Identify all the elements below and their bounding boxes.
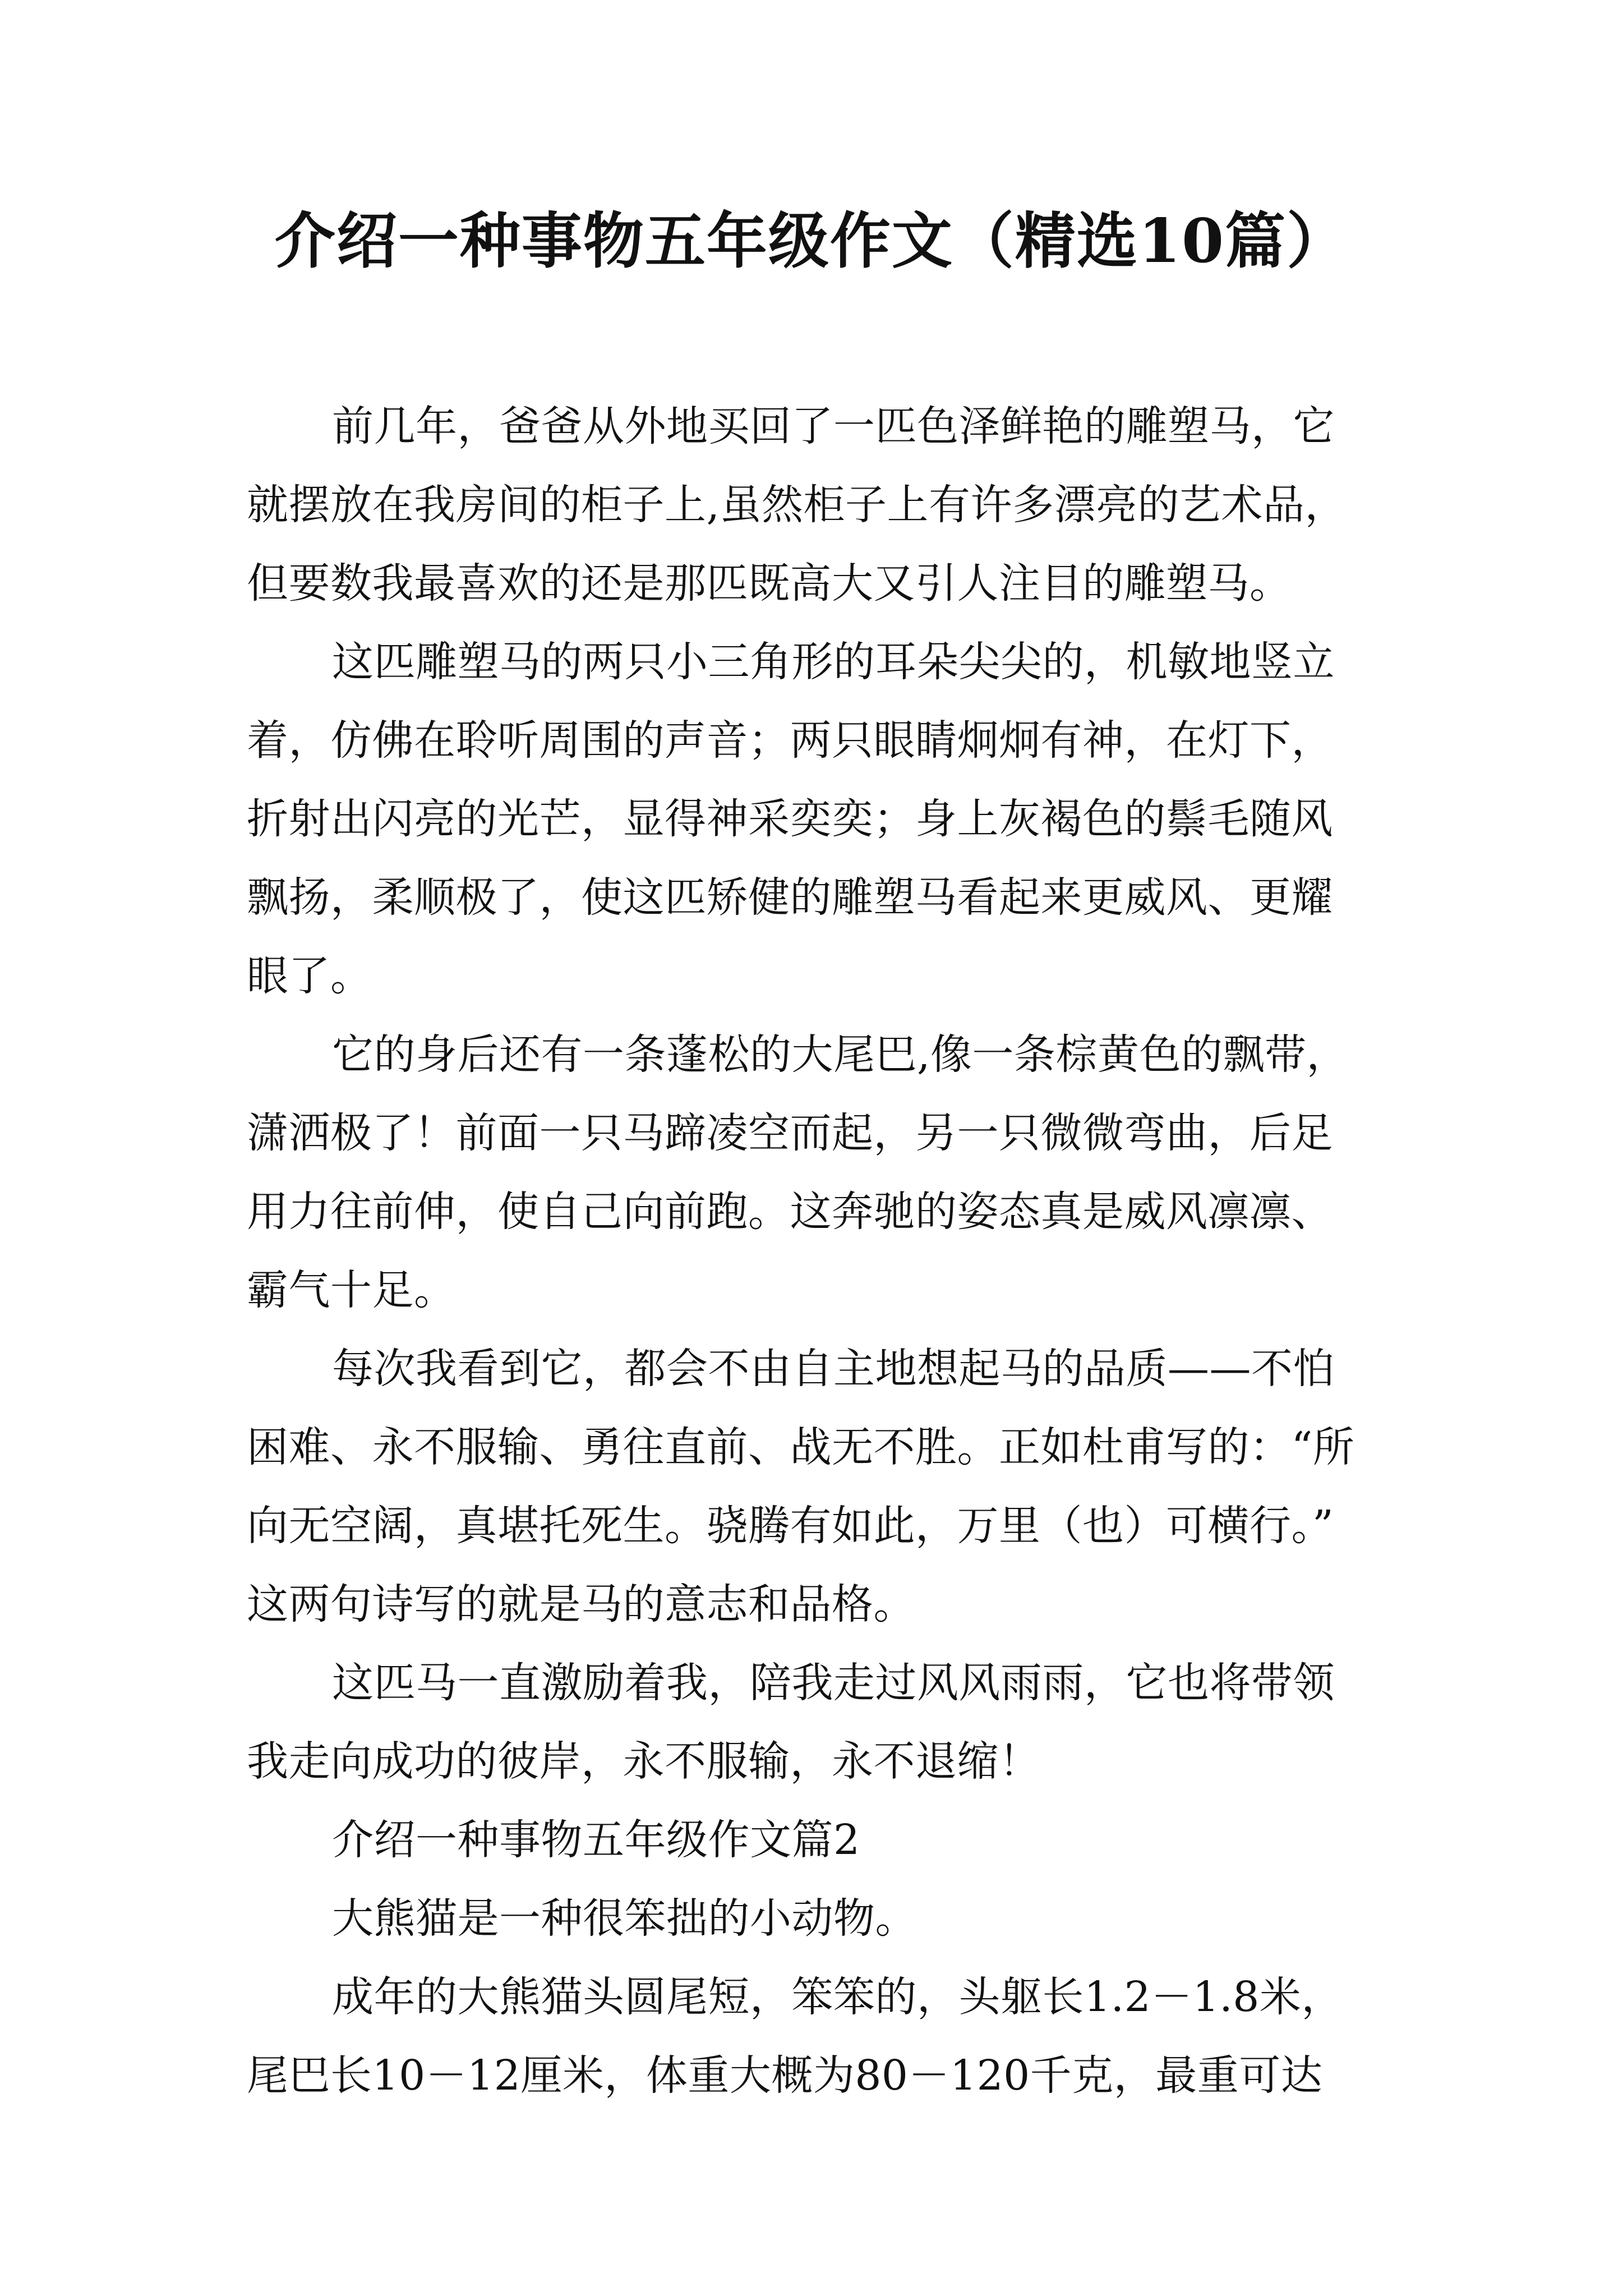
text-line: 介绍一种事物五年级作文篇2 — [332, 1816, 860, 1864]
text-line: 但要数我最喜欢的还是那匹既高大又引人注目的雕塑马。 — [247, 559, 1292, 608]
text-line: 困难、永不服输、勇往直前、战无不胜。正如杜甫写的：“所 — [247, 1423, 1355, 1471]
text-line: 霸气十足。 — [247, 1266, 456, 1314]
text-line: 用力往前伸，使自己向前跑。这奔驰的姿态真是威风凛凛、 — [247, 1188, 1333, 1236]
text-line: 前几年，爸爸从外地买回了一匹色泽鲜艳的雕塑马，它 — [332, 402, 1335, 450]
document-title: 介绍一种事物五年级作文（精选10篇） — [274, 206, 1349, 277]
document-body — [247, 387, 1391, 2115]
text-line: 这匹马一直激励着我，陪我走过风风雨雨，它也将带领 — [332, 1659, 1335, 1707]
text-line: 大熊猫是一种很笨拙的小动物。 — [332, 1894, 917, 1943]
text-line: 我走向成功的彼岸，永不服输，永不退缩！ — [247, 1737, 1041, 1786]
text-line: 尾巴长10－12厘米，体重大概为80－120千克，最重可达 — [247, 2051, 1323, 2100]
text-line: 就摆放在我房间的柜子上,虽然柜子上有许多漂亮的艺术品， — [247, 481, 1347, 529]
text-line: 向无空阔，真堪托死生。骁腾有如此，万里（也）可横行。” — [247, 1502, 1334, 1550]
text-line: 潇洒极了！前面一只马蹄凌空而起，另一只微微弯曲，后足 — [247, 1109, 1333, 1157]
text-line: 这匹雕塑马的两只小三角形的耳朵尖尖的，机敏地竖立 — [332, 638, 1335, 686]
text-line: 着，仿佛在聆听周围的声音；两只眼睛炯炯有神，在灯下， — [247, 716, 1333, 765]
text-line: 折射出闪亮的光芒，显得神采奕奕；身上灰褐色的鬃毛随风 — [247, 795, 1333, 843]
text-line: 它的身后还有一条蓬松的大尾巴,像一条棕黄色的飘带， — [332, 1030, 1349, 1079]
text-line: 飘扬，柔顺极了，使这匹矫健的雕塑马看起来更威风、更耀 — [247, 873, 1333, 922]
text-line: 眼了。 — [247, 952, 372, 1000]
text-line: 成年的大熊猫头圆尾短，笨笨的，头躯长1.2－1.8米， — [332, 1973, 1343, 2021]
text-line: 这两句诗写的就是马的意志和品格。 — [247, 1580, 915, 1628]
text-line: 每次我看到它，都会不由自主地想起马的品质——不怕 — [332, 1345, 1335, 1393]
